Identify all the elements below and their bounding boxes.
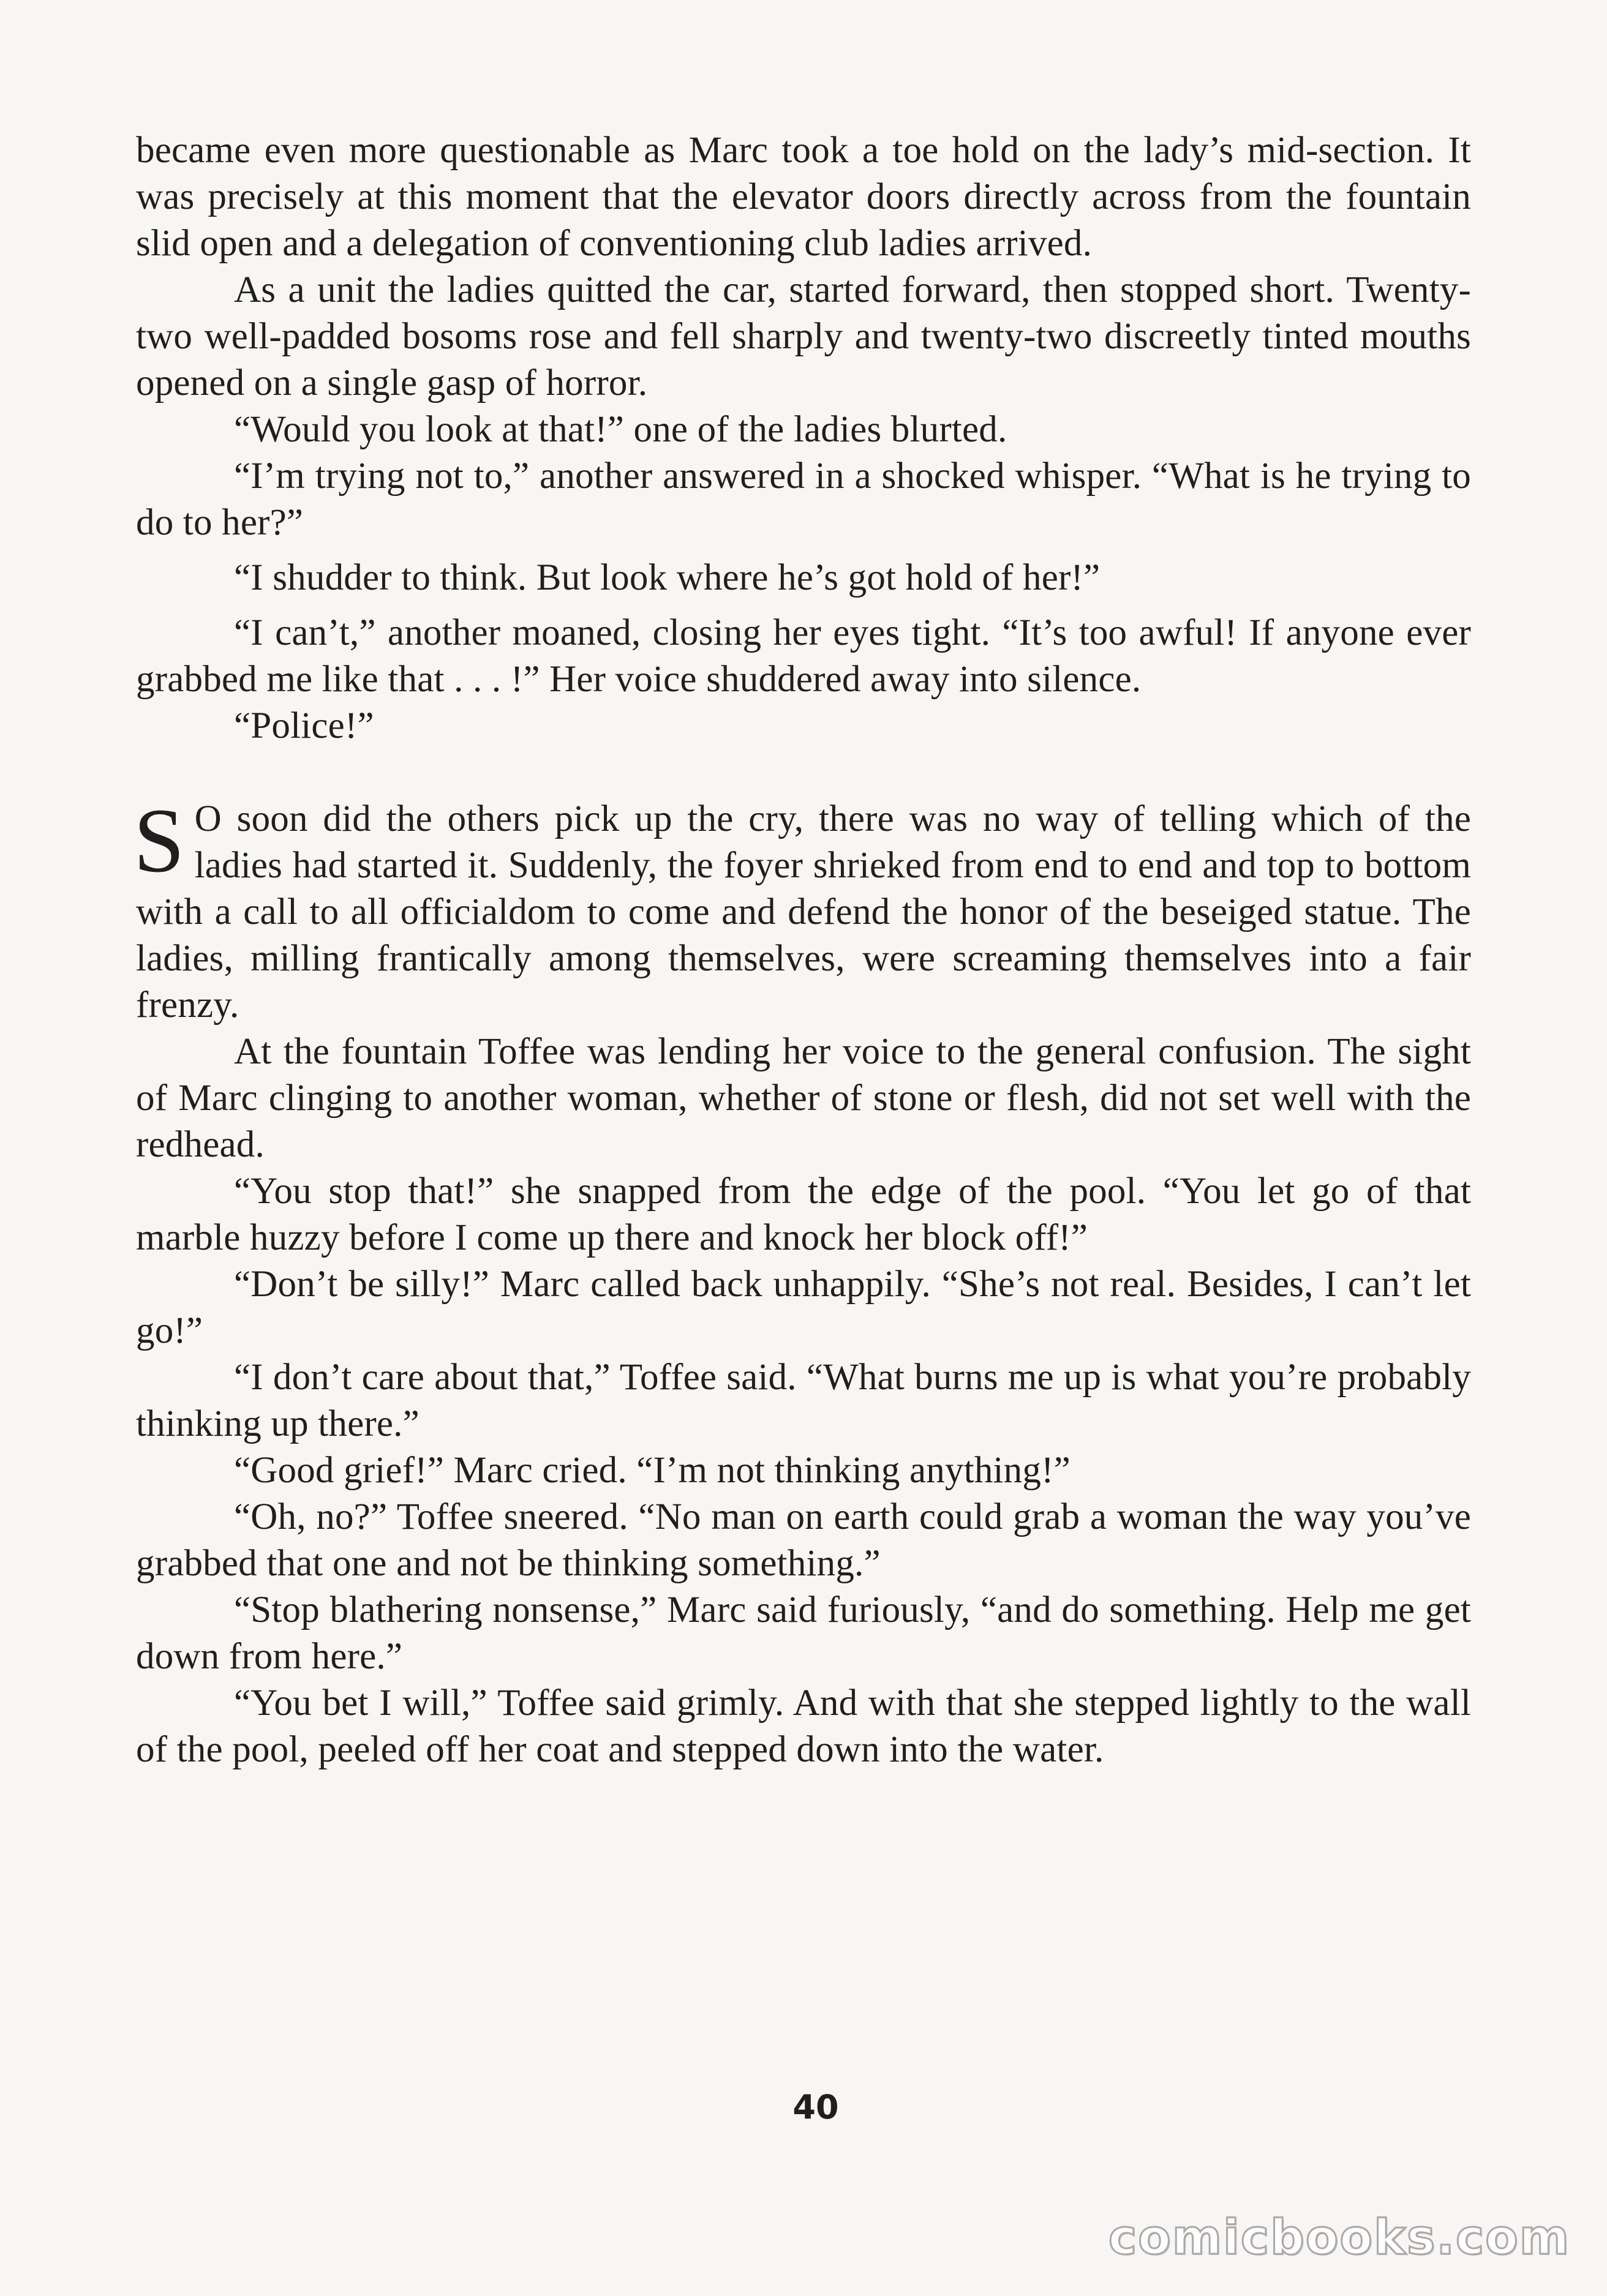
paragraph: “Oh, no?” Toffee sneered. “No man on earth could grab a woman the way you’ve grabbed that one and not be thinking something.” [136, 1496, 1471, 1584]
page-number: 40 [792, 2088, 839, 2126]
paragraph: As a unit the ladies quitted the car, started forward, then stopped short. Twenty-two well-padded bosoms rose and fell sharply and twenty-two discreetly tinted mouths opened on a single gasp of horror. [136, 269, 1471, 403]
paragraph: “Police!” [234, 705, 374, 746]
paragraph: “Don’t be silly!” Marc called back unhappily. “She’s not real. Besides, I can’t let go!” [136, 1264, 1471, 1351]
paragraph: “I’m trying not to,” another answered in a shocked whisper. “What is he trying to do to her?” [136, 456, 1471, 543]
paragraph-continued: became even more questionable as Marc took a toe hold on the lady’s mid-section. It was precisely at this moment that the elevator doors directly across from the fountain slid open and a delegation of conventioning club ladies arrived. [136, 130, 1471, 264]
section-start-text: O soon did the others pick up the cry, there was no way of telling which of the ladies had started it. Suddenly, the foyer shrieked from end to end and top to bottom with a call to all officialdom to come and defend the honor of the beseiged statue. The ladies, milling frantically among themselves, were screaming themselves into a fair frenzy. [136, 798, 1471, 1026]
paragraph: “Stop blathering nonsense,” Marc said furiously, “and do something. Help me get down from here.” [136, 1589, 1471, 1677]
site-watermark: comicbooks.com [1108, 2210, 1570, 2265]
paragraph: “Would you look at that!” one of the ladies blurted. [234, 409, 1007, 450]
page-body-text [136, 127, 1471, 1773]
drop-cap-letter: S [134, 790, 185, 891]
paragraph: “I shudder to think. But look where he’s got hold of her!” [234, 557, 1101, 598]
paragraph: “You stop that!” she snapped from the edge of the pool. “You let go of that marble huzzy before I come up there and knock her block off!” [136, 1171, 1471, 1258]
paragraph: “I don’t care about that,” Toffee said. “What burns me up is what you’re probably thinking up there.” [136, 1357, 1471, 1444]
paragraph: “I can’t,” another moaned, closing her eyes tight. “It’s too awful! If anyone ever grabbed me like that . . . !” Her voice shuddered away into silence. [136, 612, 1471, 700]
paragraph: At the fountain Toffee was lending her voice to the general confusion. The sight of Marc clinging to another woman, whether of stone or flesh, did not set well with the redhead. [136, 1031, 1471, 1165]
paragraph: “Good grief!” Marc cried. “I’m not thinking anything!” [234, 1450, 1071, 1491]
paragraph: “You bet I will,” Toffee said grimly. And with that she stepped lightly to the wall of the pool, peeled off her coat and stepped down into the water. [136, 1683, 1471, 1770]
section-start-paragraph [134, 790, 1471, 1029]
